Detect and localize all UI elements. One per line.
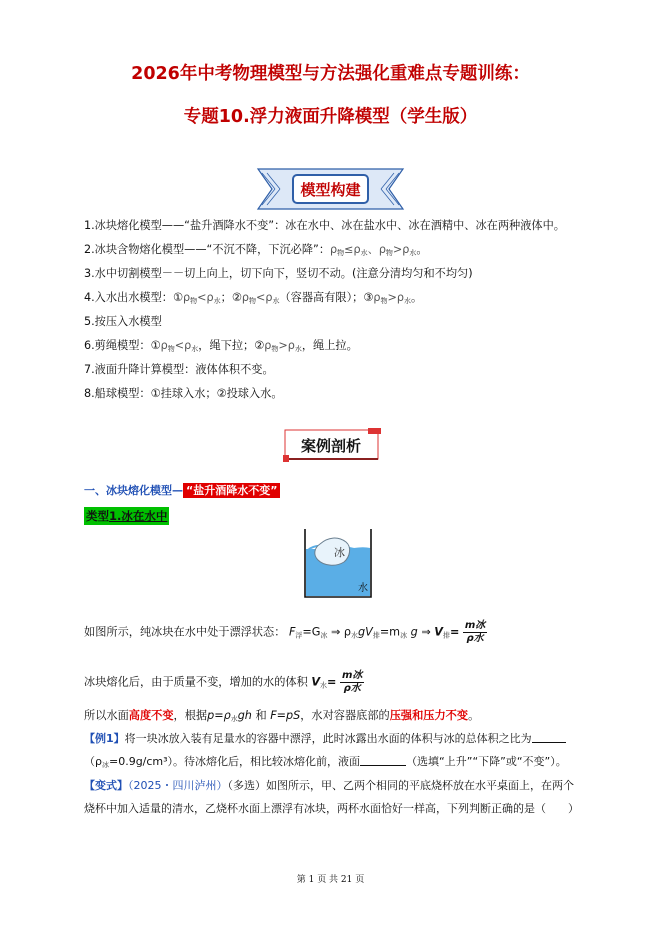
ice-label: 冰 xyxy=(334,546,345,559)
page-title-line1: 2026年中考物理模型与方法强化重难点专题训练： xyxy=(131,64,530,84)
v-water-fraction: $\frac{\text{m冰}}{\text{ρ水}}$ xyxy=(341,670,363,694)
conclusion-text: 所以水面高度不变，根据$p=\rho_水gh$ 和 F=pS，水对容器底部的压强和压力不变。 xyxy=(84,709,480,723)
model-item-7: 7.液面升降计算模型：液体体积不变。 xyxy=(84,363,274,376)
model-item-8: 8.船球模型：①挂球入水；②投球入水。 xyxy=(84,387,283,400)
answer-blank-2[interactable] xyxy=(360,755,406,766)
model-item-4: 4.入水出水模型：$①\rho_物<\rho_水$；$②\rho_物<\rho_水$（容器高有限）；$③\rho_物>\rho_水$。 xyxy=(84,291,423,305)
example-1-line1: 【例1】将一块冰放入装有足量水的容器中漂浮，此时冰露出水面的体积与冰的总体积之比为 xyxy=(84,730,566,746)
variant-line1: 【变式】（2025・四川泸州）（多选）如图所示，甲、乙两个相同的平底烧杯放在水平桌面上，在两个 xyxy=(84,779,574,792)
water-label: 水 xyxy=(358,583,368,594)
variant-line2: 烧杯中加入适量的清水，乙烧杯水面上漂浮有冰块，两杯水面恰好一样高，下列判断正确的是（ ） xyxy=(84,802,579,815)
section-heading: 一、冰块熔化模型— “盐升酒降水不变” xyxy=(84,482,280,498)
case-analysis-banner xyxy=(283,428,383,462)
model-item-5: 5.按压入水模型 xyxy=(84,315,162,328)
model-item-2: 2.冰块含物熔化模型——“不沉不降，下沉必降”：$\rho_物\le\rho_水$、$\rho_物>\rho_水$。 xyxy=(84,243,428,257)
model-build-label: 模型构建 xyxy=(300,181,361,199)
v-displaced-fraction: $\frac{\text{m冰}}{\text{ρ水}}$ xyxy=(464,620,486,644)
answer-blank-1[interactable] xyxy=(532,732,566,743)
model-build-banner xyxy=(255,165,406,213)
model-item-6: 6.剪绳模型：$①\rho_物<\rho_水$，绳下拉；$②\rho_物>\rho_水$，绳上拉。 xyxy=(84,339,358,353)
page-number-footer: 第 1 页 共 21 页 xyxy=(296,875,365,885)
ice-in-water-figure xyxy=(300,527,378,599)
type-label: 类型1.冰在水中 xyxy=(86,509,168,523)
case-analysis-label: 案例剖析 xyxy=(300,437,362,455)
float-state-text: 如图所示，纯冰块在水中处于漂浮状态： $F_浮=G_冰$ ⇒ $\rho_水gV_排=m_冰$ g ⇒ $V_排=$ $\frac{\text{m冰}}{\text{ρ水}}$ xyxy=(84,620,486,644)
melt-volume-text: 冰块熔化后，由于质量不变，增加的水的体积 $V_水=$ $\frac{\text{m冰}}{\text{ρ水}}$ xyxy=(84,670,363,694)
page-title-line2: 专题10.浮力液面升降模型（学生版） xyxy=(183,107,478,127)
model-item-1: 1.冰块熔化模型——“盐升酒降水不变”：冰在水中、冰在盐水中、冰在酒精中、冰在两种液体中。 xyxy=(84,219,565,232)
model-item-3: 3.水中切割模型－－切上向上，切下向下，竖切不动。(注意分清均匀和不均匀) xyxy=(84,267,473,280)
example-1-line2: $(\rho_冰=0.9g/cm^3)$。待冰熔化后，相比较冰熔化前，液面 （选填“上升”“下降”或“不变”）。 xyxy=(84,755,567,769)
